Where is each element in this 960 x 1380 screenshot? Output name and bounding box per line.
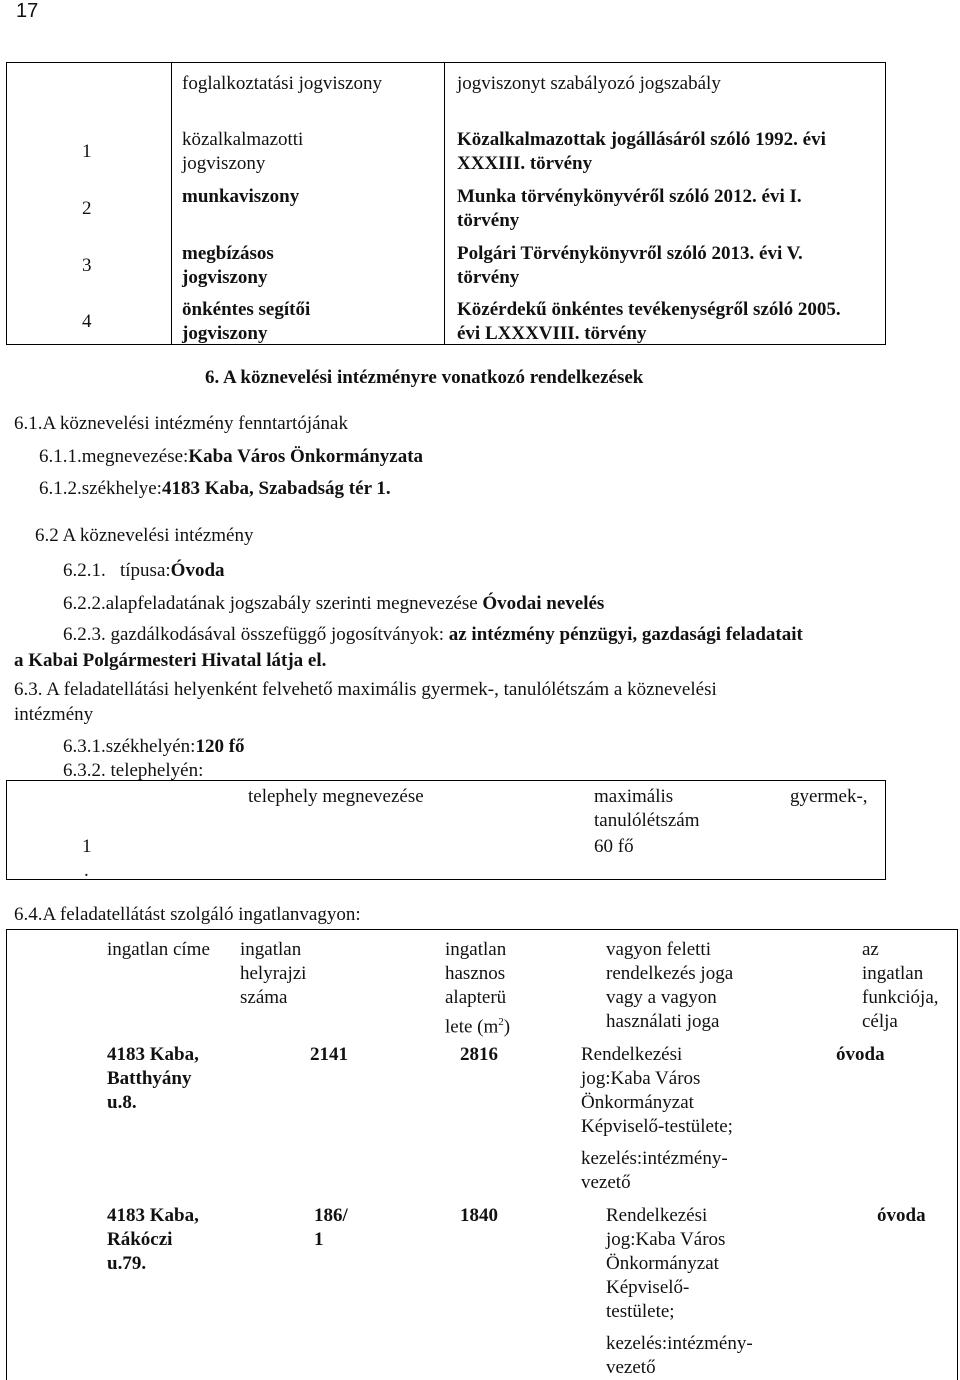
line: ingatlan	[240, 939, 302, 960]
t1-row-type: munkaviszony	[182, 186, 300, 207]
t1-row-num: 4	[82, 311, 92, 332]
t1-row-law: Közérdekű önkéntes tevékenységről szóló 2005. évi LXXXVIII. törvény	[457, 299, 841, 344]
section-6-2-3	[63, 624, 803, 646]
line: Rendelkezési	[606, 1205, 708, 1226]
page-number: 17	[16, 0, 39, 22]
text: )	[503, 1016, 511, 1038]
section-6-3: 6.3. A feladatellátási helyenként felvehető maximális gyermek-, tanulólétszám a köznevelési	[14, 679, 717, 700]
line: funkciója,	[862, 987, 939, 1008]
line: célja	[862, 1011, 898, 1032]
line: 186/	[314, 1205, 348, 1226]
t3-row-hrsz: 2141	[310, 1044, 348, 1065]
label: 6.1.1.megnevezése:	[39, 446, 189, 467]
t3-header-area	[445, 938, 510, 1039]
site-capacity-table	[6, 780, 886, 880]
section-6-3-cont: intézmény	[14, 704, 94, 725]
t3-row-rights-manage	[581, 1147, 728, 1195]
t3-row-function: óvoda	[836, 1044, 885, 1065]
section-6-2: 6.2 A köznevelési intézmény	[35, 525, 254, 546]
line: Rákóczi	[107, 1229, 173, 1250]
section-title: 6. A köznevelési intézményre vonatkozó rendelkezések	[205, 367, 644, 388]
line: ingatlan	[862, 963, 924, 984]
t2-row-num: 1	[82, 836, 92, 857]
line: 1	[314, 1229, 324, 1250]
line: testülete;	[606, 1301, 675, 1322]
section-6-4: 6.4.A feladatellátást szolgáló ingatlanvagyon:	[14, 904, 361, 925]
section-6-1: 6.1.A köznevelési intézmény fenntartójának	[14, 413, 348, 434]
t3-row-area: 1840	[460, 1205, 498, 1226]
t2-row-value: 60 fő	[594, 836, 634, 857]
value: Kaba Város Önkormányzata	[188, 446, 424, 467]
value: Óvoda	[170, 560, 225, 581]
line: kezelés:intézmény-	[606, 1333, 753, 1354]
t1-row-law: Munka törvénykönyvéről szóló 2012. évi I. törvény	[457, 186, 802, 231]
section-6-2-3-cont: a Kabai Polgármesteri Hivatal látja el.	[14, 650, 327, 671]
line: jog:Kaba Város	[581, 1068, 701, 1089]
t3-row-function: óvoda	[877, 1205, 926, 1226]
t1-row-law: Polgári Törvénykönyvről szóló 2013. évi V. törvény	[457, 243, 803, 288]
t1-row-type: közalkalmazotti jogviszony	[182, 129, 304, 174]
label: 6.3.1.székhelyén:	[63, 736, 196, 757]
line: helyrajzi	[240, 963, 307, 984]
line: az	[862, 939, 879, 960]
line: Önkormányzat	[606, 1253, 719, 1274]
t3-row-rights	[606, 1204, 725, 1324]
value: 4183 Kaba, Szabadság tér 1.	[161, 478, 391, 499]
line: Rendelkezési	[581, 1044, 683, 1065]
t3-row-hrsz	[314, 1204, 348, 1252]
t3-header-function	[862, 938, 939, 1034]
line: u.79.	[107, 1253, 147, 1274]
line: száma	[240, 987, 288, 1008]
line: hasznos	[445, 963, 506, 984]
line: vezető	[606, 1357, 656, 1378]
t1-row-type: megbízásos jogviszony	[182, 243, 274, 288]
t3-header-rights	[606, 938, 733, 1034]
t3-row-rights	[581, 1043, 733, 1139]
value: Óvodai nevelés	[482, 593, 605, 614]
t1-row-num: 1	[82, 141, 92, 162]
t1-row-type: önkéntes segítői jogviszony	[182, 299, 311, 344]
t3-row-address	[107, 1204, 199, 1276]
t2-col-name: telephely megnevezése	[248, 786, 424, 807]
label: 6.1.2.székhelye:	[39, 478, 162, 499]
superscript: 2	[498, 1016, 504, 1028]
line: Képviselő-	[606, 1277, 690, 1298]
section-6-3-1	[63, 736, 245, 758]
line: vagy a vagyon	[606, 987, 717, 1008]
t1-header-law: jogviszonyt szabályozó jogszabály	[457, 73, 721, 94]
label: 6.2.1. típusa:	[63, 560, 171, 581]
t2-col-max-c: tanulólétszám	[594, 810, 700, 831]
label: 6.2.3. gazdálkodásával összefüggő jogosítványok:	[63, 624, 449, 645]
value: 120 fő	[195, 736, 245, 757]
t3-header-address: ingatlan címe	[107, 939, 210, 960]
line: Batthyány	[107, 1068, 192, 1089]
t1-header-type: foglalkoztatási jogviszony	[182, 73, 382, 94]
t1-row-num: 2	[82, 198, 92, 219]
t2-col-max-b: gyermek-,	[790, 786, 868, 807]
line: jog:Kaba Város	[606, 1229, 726, 1250]
section-6-1-2	[39, 478, 391, 500]
section-6-3-2: 6.3.2. telephelyén:	[63, 760, 204, 781]
line: alapterü	[445, 987, 507, 1008]
line: kezelés:intézmény-	[581, 1148, 728, 1169]
t3-row-address	[107, 1043, 199, 1115]
section-6-2-2	[63, 593, 604, 615]
t3-header-hrsz	[240, 938, 306, 1010]
line: 4183 Kaba,	[107, 1044, 199, 1065]
t3-row-rights-manage	[606, 1332, 753, 1380]
line: vezető	[581, 1172, 631, 1193]
line: használati joga	[606, 1011, 720, 1032]
line: u.8.	[107, 1092, 137, 1113]
t1-row-num: 3	[82, 255, 92, 276]
line: Képviselő-testülete;	[581, 1116, 733, 1137]
label: 6.2.2.alapfeladatának jogszabály szerinti megnevezése	[63, 593, 483, 614]
line	[445, 1010, 510, 1039]
section-6-2-1	[63, 560, 225, 582]
t2-col-max: maximális	[594, 786, 674, 807]
line: Önkormányzat	[581, 1092, 694, 1113]
text: lete (m	[445, 1016, 499, 1038]
value: az intézmény pénzügyi, gazdasági feladatait	[448, 624, 803, 645]
section-6-1-1	[39, 446, 423, 468]
t2-row-dot: .	[84, 860, 89, 881]
t1-row-law: Közalkalmazottak jogállásáról szóló 1992. évi XXXIII. törvény	[457, 129, 826, 174]
line: 4183 Kaba,	[107, 1205, 199, 1226]
line: rendelkezés joga	[606, 963, 734, 984]
t3-row-area: 2816	[460, 1044, 498, 1065]
line: ingatlan	[445, 939, 507, 960]
line: vagyon feletti	[606, 939, 711, 960]
